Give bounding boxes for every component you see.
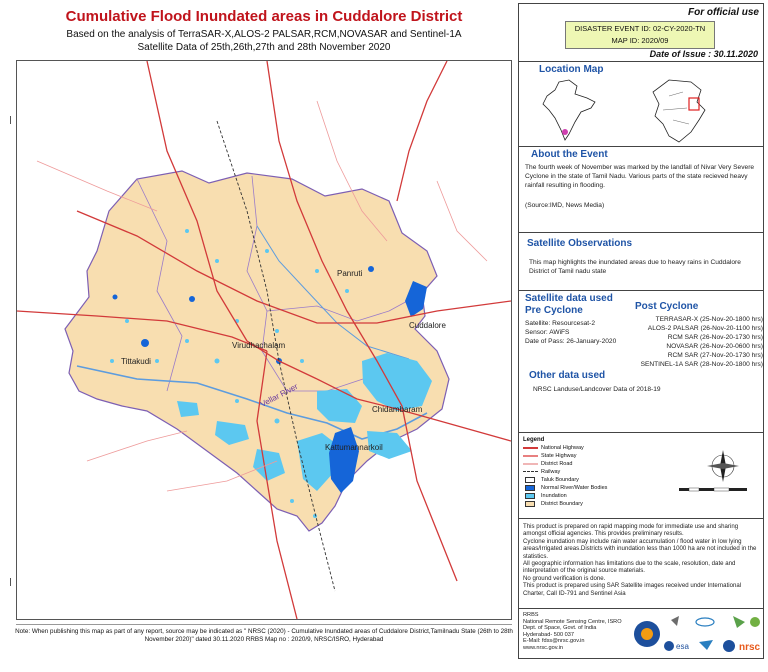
satellite-observations-title: Satellite Observations — [527, 238, 633, 249]
legend-item-district-boundary: District Boundary — [523, 500, 673, 508]
jaxa-logo-icon — [696, 618, 714, 626]
charter-logo-icon — [671, 616, 679, 626]
pre-cyclone-sensor: Sensor: AWiFS — [525, 329, 570, 336]
other-data-text: NRSC Landuse/Landcover Data of 2018-19 — [533, 386, 661, 393]
frame-tick — [10, 116, 14, 124]
agency-line: Hyderabad- 500 037 — [523, 631, 575, 638]
date-of-issue: Date of Issue : 30.11.2020 — [649, 49, 758, 59]
district-road-symbol — [523, 463, 538, 465]
town-label: Cuddalore — [409, 321, 446, 330]
divider — [519, 608, 763, 609]
agency-line: www.nrsc.gov.in — [523, 644, 563, 651]
disclaimer-line: This product is prepared on rapid mapping mode for immediate use and sharing amongst official agencies. This provides preliminary results. — [523, 523, 739, 538]
disclaimer-line: Cyclone inundation may include rain water accumulation / flood water in low lying areas/Irrigated areas.Districts with inundation less than 1000 ha are not included in the statistics. — [523, 537, 757, 560]
sentinel-asia-logo-icon — [733, 616, 745, 628]
map-id: MAP ID: 2020/09 — [611, 36, 669, 45]
map-subtitle-line2: Satellite Data of 25th,26th,27th and 28th November 2020 — [137, 42, 391, 53]
district-boundary-symbol — [525, 501, 535, 507]
map-frame[interactable] — [16, 60, 512, 620]
legend-item-state-highway: State Highway — [523, 452, 673, 460]
disclaimer-line: No ground verification is done. — [523, 574, 606, 582]
agency-address — [523, 612, 628, 652]
csa-logo-icon — [699, 640, 713, 650]
inundation-symbol — [525, 493, 535, 499]
partner-logos — [633, 612, 763, 658]
disaster-event-id: DISASTER EVENT ID: 02-CY-2020-TN — [574, 24, 706, 33]
pre-cyclone-date: Date of Pass: 26-January-2020 — [525, 338, 617, 345]
legend-item-district-road: District Road — [523, 460, 673, 468]
north-arrow-icon — [705, 448, 741, 484]
divider — [519, 61, 763, 62]
legend-item-national-highway: National Highway — [523, 444, 673, 452]
nrsc-emblem-icon — [723, 640, 735, 652]
post-cyclone-item: RCM SAR (26-Nov-20-1730 hrs) — [667, 334, 763, 341]
disclaimer-line: This product is prepared using SAR Satellite images received under International Charter, Call ID-791 and Sentinel Asia — [523, 582, 742, 597]
legend — [523, 436, 673, 508]
nrsc-logo-text: nrsc — [739, 642, 761, 653]
divider — [519, 518, 763, 519]
post-cyclone-title: Post Cyclone — [635, 301, 699, 312]
scale-bar — [679, 486, 749, 494]
town-label: Chidambaram — [372, 405, 423, 414]
post-cyclone-item: NOVASAR (26-Nov-20-0600 hrs) — [666, 343, 763, 350]
national-highway-symbol — [523, 447, 538, 449]
info-panel — [518, 3, 764, 659]
taluk-boundary-symbol — [525, 477, 535, 483]
town-label: Kattumannarkoil — [325, 443, 383, 452]
about-event-title: About the Event — [531, 149, 608, 160]
frame-tick — [10, 578, 14, 586]
town-label: Virudhachalam — [232, 341, 286, 350]
about-event-text: The fourth week of November was marked by the landfall of Nivar Very Severe Cyclone in the state of Tamil Nadu. Various parts of the state recieved heavy rainfall resulting in flooding. — [525, 164, 755, 189]
about-event-source: (Source:IMD, News Media) — [525, 202, 605, 209]
post-cyclone-list — [627, 315, 763, 369]
other-data-title: Other data used — [529, 370, 606, 381]
note-divider — [16, 624, 512, 625]
event-id-box — [565, 21, 715, 49]
agency-line: Dept. of Space, Govt. of India — [523, 625, 597, 632]
india-location-map — [537, 78, 601, 142]
post-cyclone-item: RCM SAR (27-Nov-20-1730 hrs) — [667, 352, 763, 359]
disclaimer — [523, 523, 761, 597]
town-label: Panruti — [337, 269, 363, 278]
state-highway-symbol — [523, 455, 538, 457]
publication-note: Note: When publishing this map as part of any report, source may be indicated as " NRSC (2020) - Cumulative Inundated areas of Cuddalore District,Tamilnadu State (26th to 28th November 2020)" dated 30.11.2020 RRBS Map no : 2020/9, NRSC/ISRO, Hyderabad — [15, 628, 513, 643]
legend-item-railway: Railway — [523, 468, 673, 476]
location-map-title: Location Map — [539, 64, 604, 75]
map-sheet — [14, 2, 514, 652]
river-label: Vellar River — [259, 381, 300, 409]
legend-item-water-bodies: Normal River/Water Bodies — [523, 484, 673, 492]
partner-logos-graphic — [633, 612, 763, 658]
agency-line: National Remote Sensing Centre, ISRO — [523, 618, 622, 625]
official-use-label: For official use — [688, 7, 759, 18]
legend-title: Legend — [523, 437, 545, 443]
railway-symbol — [523, 471, 538, 472]
legend-item-inundation: Inundation — [523, 492, 673, 500]
tamilnadu-location-map — [639, 76, 719, 146]
map-subtitle-line1: Based on the analysis of TerraSAR-X,ALOS-2 PALSAR,RCM,NOVASAR and Sentinel-1A — [66, 29, 462, 40]
pre-cyclone-title: Pre Cyclone — [525, 305, 583, 316]
agency-line: E-Mail: fdss@nrsc.gov.in — [523, 638, 585, 645]
divider — [519, 146, 763, 147]
agency-logo-icon — [750, 617, 760, 627]
post-cyclone-item: TERRASAR-X (25-Nov-20-1800 hrs) — [655, 316, 763, 323]
legend-item-taluk-boundary: Taluk Boundary — [523, 476, 673, 484]
water-bodies-symbol — [525, 485, 535, 491]
post-cyclone-item: SENTINEL-1A SAR (28-Nov-20-1800 hrs) — [640, 361, 763, 368]
post-cyclone-item: ALOS-2 PALSAR (26-Nov-20-1100 hrs) — [647, 325, 763, 332]
map-title: Cumulative Flood Inundated areas in Cuddalore District — [65, 8, 463, 25]
disclaimer-line: All geographic information has limitations due to the scale, resolution, date and interpretation of the original source materials. — [523, 560, 736, 575]
agency-line: RRBS — [523, 612, 539, 618]
satellite-data-title: Satellite data used — [525, 293, 613, 304]
divider — [519, 432, 763, 433]
divider — [519, 232, 763, 233]
town-label: Tittakudi — [121, 357, 151, 366]
district-map[interactable] — [17, 61, 511, 619]
pre-cyclone-satellite: Satellite: Resourcesat-2 — [525, 320, 596, 327]
esa-logo-icon — [664, 641, 674, 651]
esa-logo-text: esa — [676, 642, 689, 651]
satellite-observations-text: This map highlights the inundated areas due to heavy rains in Cuddalore District of Tamil nadu state — [529, 259, 741, 275]
divider — [519, 290, 763, 291]
